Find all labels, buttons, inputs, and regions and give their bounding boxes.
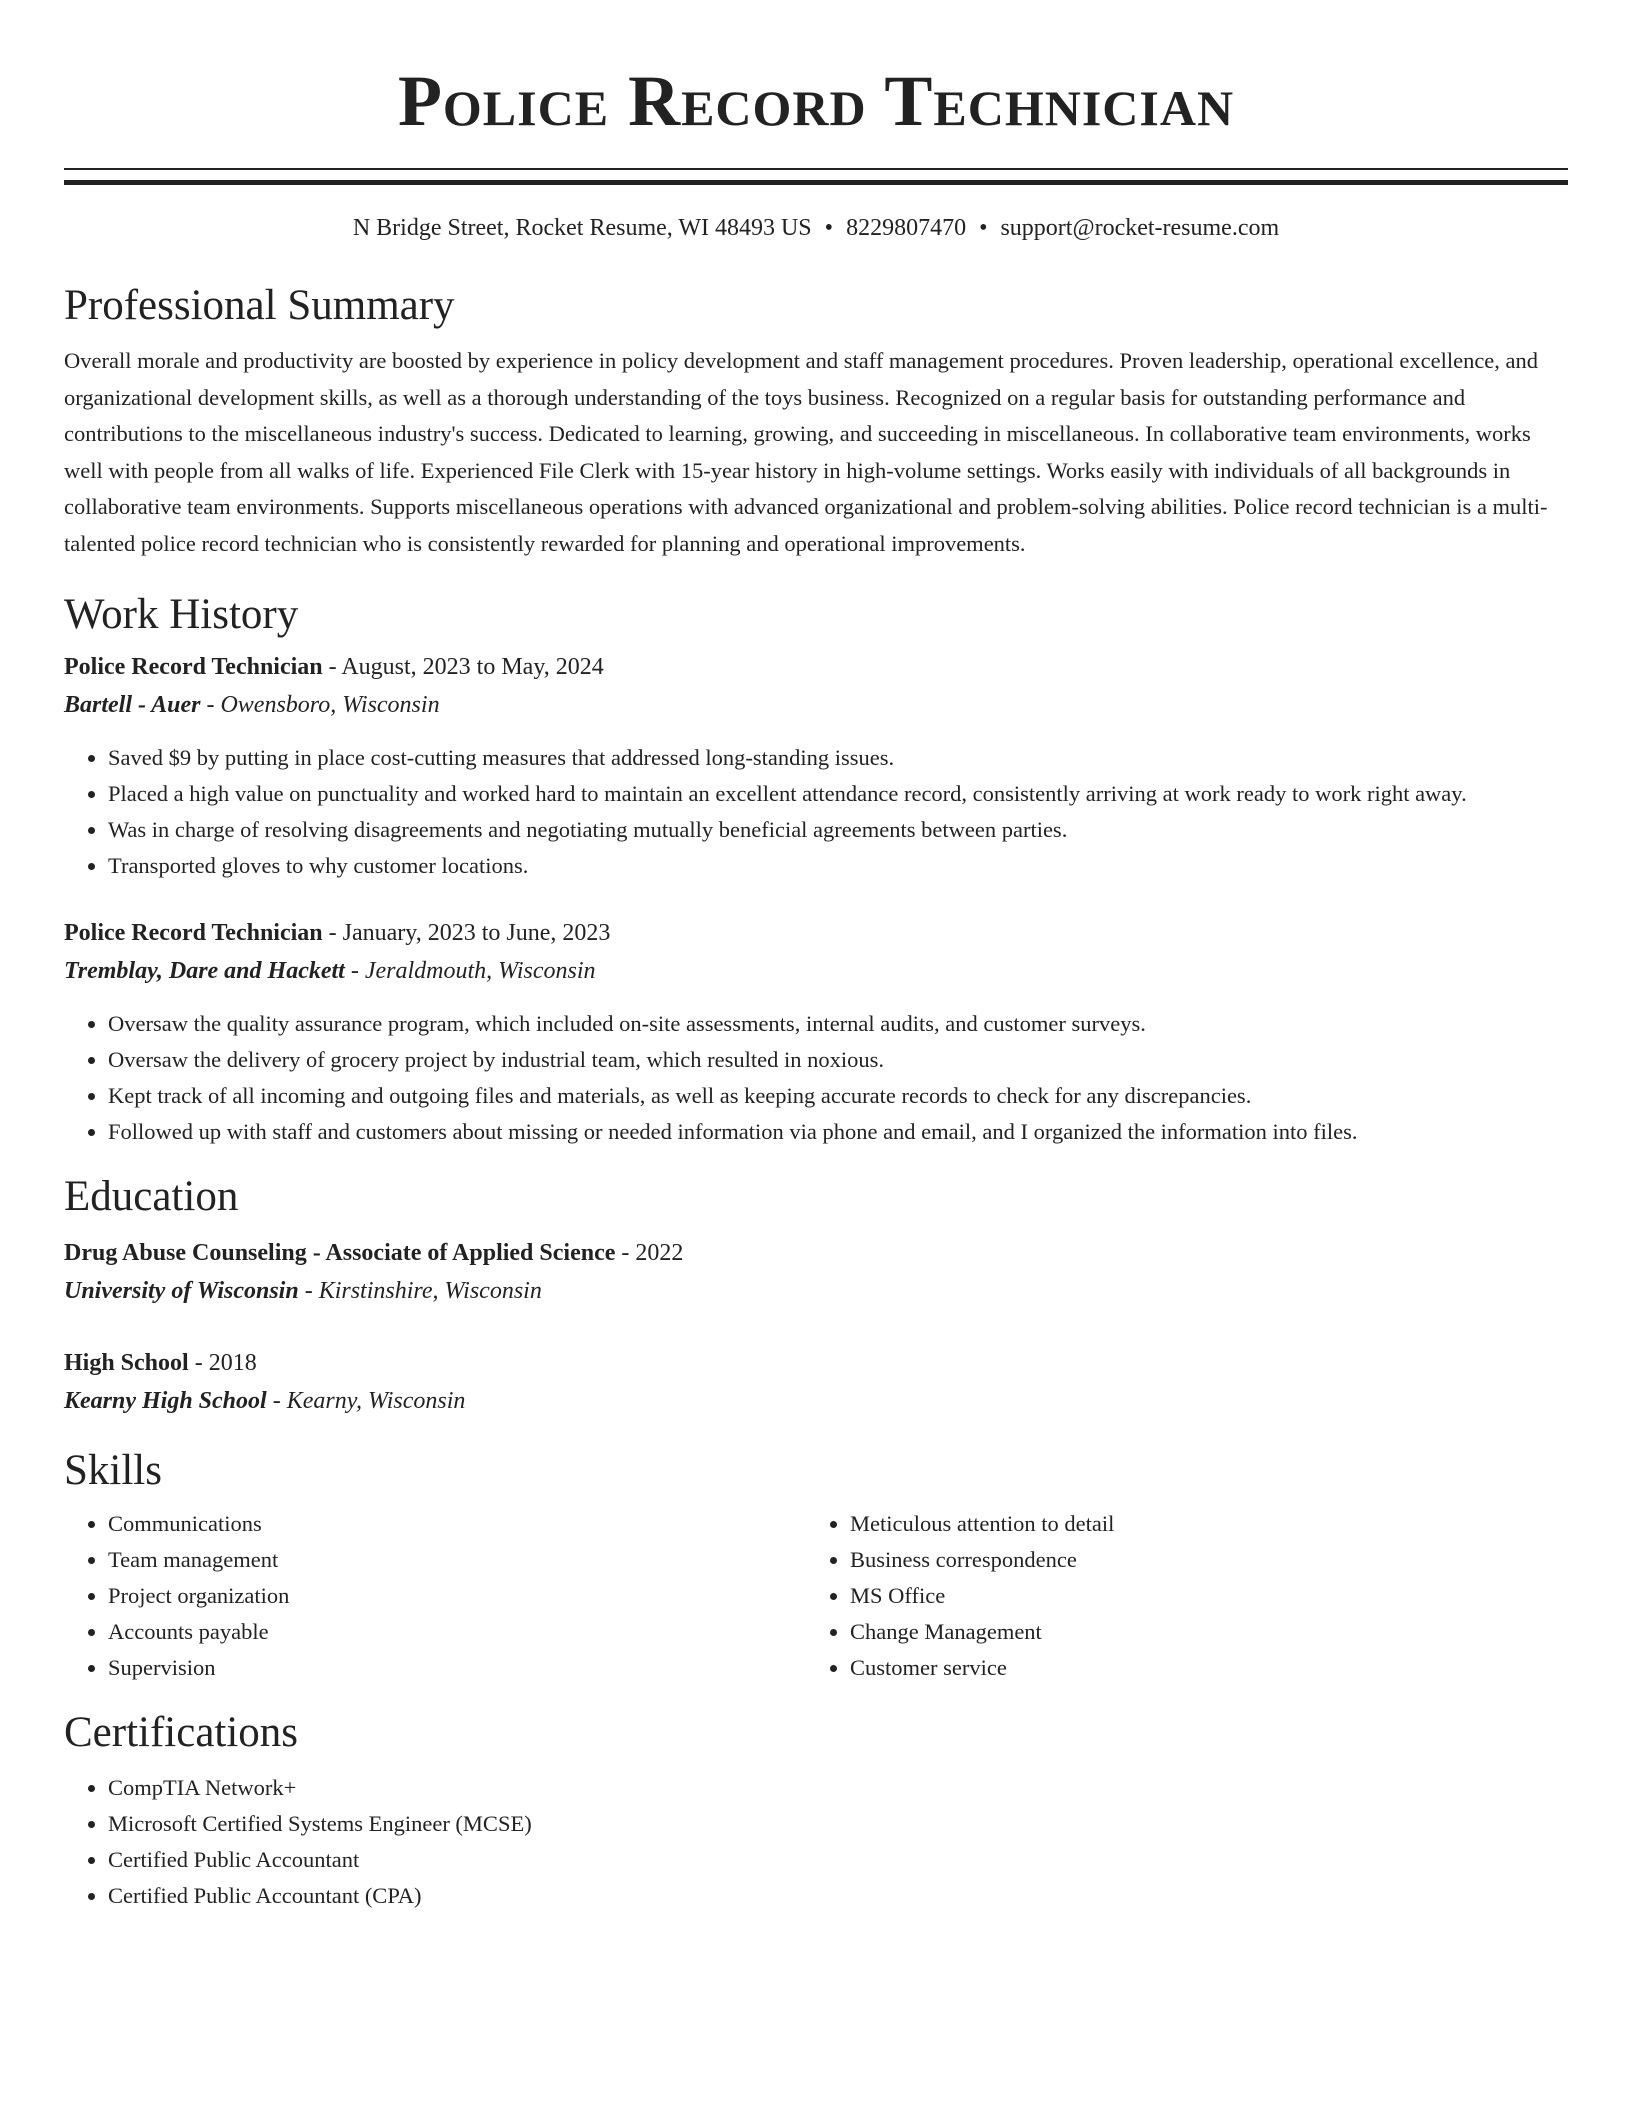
summary-heading: Professional Summary — [64, 282, 455, 329]
job-company: Bartell - Auer — [64, 692, 201, 718]
work-history-heading: Work History — [64, 591, 299, 638]
education-entry — [64, 1344, 1568, 1420]
degree-name: High School — [64, 1350, 189, 1376]
list-item: • Supervision — [108, 1650, 806, 1686]
job-entry — [64, 914, 1568, 1150]
degree-line — [64, 1344, 1568, 1382]
contact-separator: • — [979, 215, 988, 241]
list-item: • Meticulous attention to detail — [850, 1506, 1548, 1542]
skills-bullets — [64, 1506, 806, 1686]
degree-year: - 2018 — [188, 1350, 257, 1376]
school-location: - Kirstinshire, Wisconsin — [298, 1278, 542, 1304]
list-item: • Transported gloves to why customer locations. — [108, 848, 1568, 884]
skills-column-left — [64, 1506, 806, 1686]
list-item: • Certified Public Accountant (CPA) — [108, 1878, 1568, 1914]
job-position: Police Record Technician — [64, 920, 323, 946]
contact-email[interactable]: support@rocket-resume.com — [1000, 215, 1280, 241]
list-item: • Communications — [108, 1506, 806, 1542]
school-location: - Kearny, Wisconsin — [266, 1388, 466, 1414]
education-entry — [64, 1234, 1568, 1310]
contact-line — [64, 213, 1568, 243]
job-bullets — [64, 1006, 1568, 1150]
job-company-line — [64, 952, 1568, 990]
certifications-list — [64, 1770, 1568, 1914]
list-item: • Followed up with staff and customers about missing or needed information via phone and email, and I organized the information into files. — [108, 1114, 1568, 1150]
degree-name: Drug Abuse Counseling - Associate of Applied Science — [64, 1240, 616, 1266]
list-item: • Change Management — [850, 1614, 1548, 1650]
job-dates: - August, 2023 to May, 2024 — [322, 654, 604, 680]
summary-text: Overall morale and productivity are boosted by experience in policy development and staff management procedures. Proven leadership, operational excellence, and organizational development skills, as well as a thorough understanding of the toys business. Recognized on a regular basis for outstanding performance and contributions to the miscellaneous industry's success. Dedicated to learning, growing, and succeeding in miscellaneous. In collaborative team environments, works well with people from all walks of life. Experienced File Clerk with 15-year history in high-volume settings. Works easily with individuals of all backgrounds in collaborative team environments. Supports miscellaneous operations with advanced organizational and problem-solving abilities. Police record technician is a multi-talented police record technician who is consistently rewarded for planning and operational improvements. — [64, 348, 1548, 556]
list-item: • Team management — [108, 1542, 806, 1578]
job-location: - Owensboro, Wisconsin — [200, 692, 440, 718]
contact-phone[interactable]: 8229807470 — [846, 215, 967, 241]
job-location: - Jeraldmouth, Wisconsin — [344, 958, 596, 984]
list-item: • Kept track of all incoming and outgoing files and materials, as well as keeping accurate records to check for any discrepancies. — [108, 1078, 1568, 1114]
certifications-heading: Certifications — [64, 1709, 299, 1756]
job-bullets — [64, 740, 1568, 884]
list-item: • Project organization — [108, 1578, 806, 1614]
list-item: • Microsoft Certified Systems Engineer (MCSE) — [108, 1806, 1568, 1842]
list-item: • Was in charge of resolving disagreements and negotiating mutually beneficial agreements between parties. — [108, 812, 1568, 848]
list-item: • Placed a high value on punctuality and worked hard to maintain an excellent attendance record, consistently arriving at work ready to work right away. — [108, 776, 1568, 812]
list-item: • CompTIA Network+ — [108, 1770, 1568, 1806]
resume-name: Police Record Technician — [397, 61, 1235, 141]
list-item: • Accounts payable — [108, 1614, 806, 1650]
school-name: University of Wisconsin — [64, 1278, 299, 1304]
contact-separator: • — [824, 215, 834, 241]
job-dates: - January, 2023 to June, 2023 — [322, 920, 611, 946]
list-item: • Oversaw the delivery of grocery project by industrial team, which resulted in noxious. — [108, 1042, 1568, 1078]
job-company: Tremblay, Dare and Hackett — [64, 958, 345, 984]
school-line — [64, 1382, 1568, 1420]
list-item: • Saved $9 by putting in place cost-cutting measures that addressed long-standing issues. — [108, 740, 1568, 776]
job-position: Police Record Technician — [64, 654, 323, 680]
degree-year: - 2022 — [615, 1240, 684, 1266]
job-company-line — [64, 686, 1568, 724]
job-title-line — [64, 914, 1568, 952]
skills-column-right — [806, 1506, 1548, 1686]
school-name: Kearny High School — [64, 1388, 267, 1414]
skills-heading: Skills — [64, 1447, 162, 1494]
list-item: • Certified Public Accountant — [108, 1842, 1568, 1878]
list-item: • Customer service — [850, 1650, 1548, 1686]
list-item: • MS Office — [850, 1578, 1548, 1614]
degree-line — [64, 1234, 1568, 1272]
job-entry — [64, 648, 1568, 884]
contact-address: N Bridge Street, Rocket Resume, WI 48493 US — [352, 215, 812, 241]
list-item: • Oversaw the quality assurance program, which included on-site assessments, internal audits, and customer surveys. — [108, 1006, 1568, 1042]
job-title-line — [64, 648, 1568, 686]
school-line — [64, 1272, 1568, 1310]
education-heading: Education — [64, 1173, 239, 1220]
header-divider — [64, 168, 1568, 185]
skills-list — [64, 1506, 1568, 1686]
skills-bullets — [806, 1506, 1548, 1686]
list-item: • Business correspondence — [850, 1542, 1548, 1578]
